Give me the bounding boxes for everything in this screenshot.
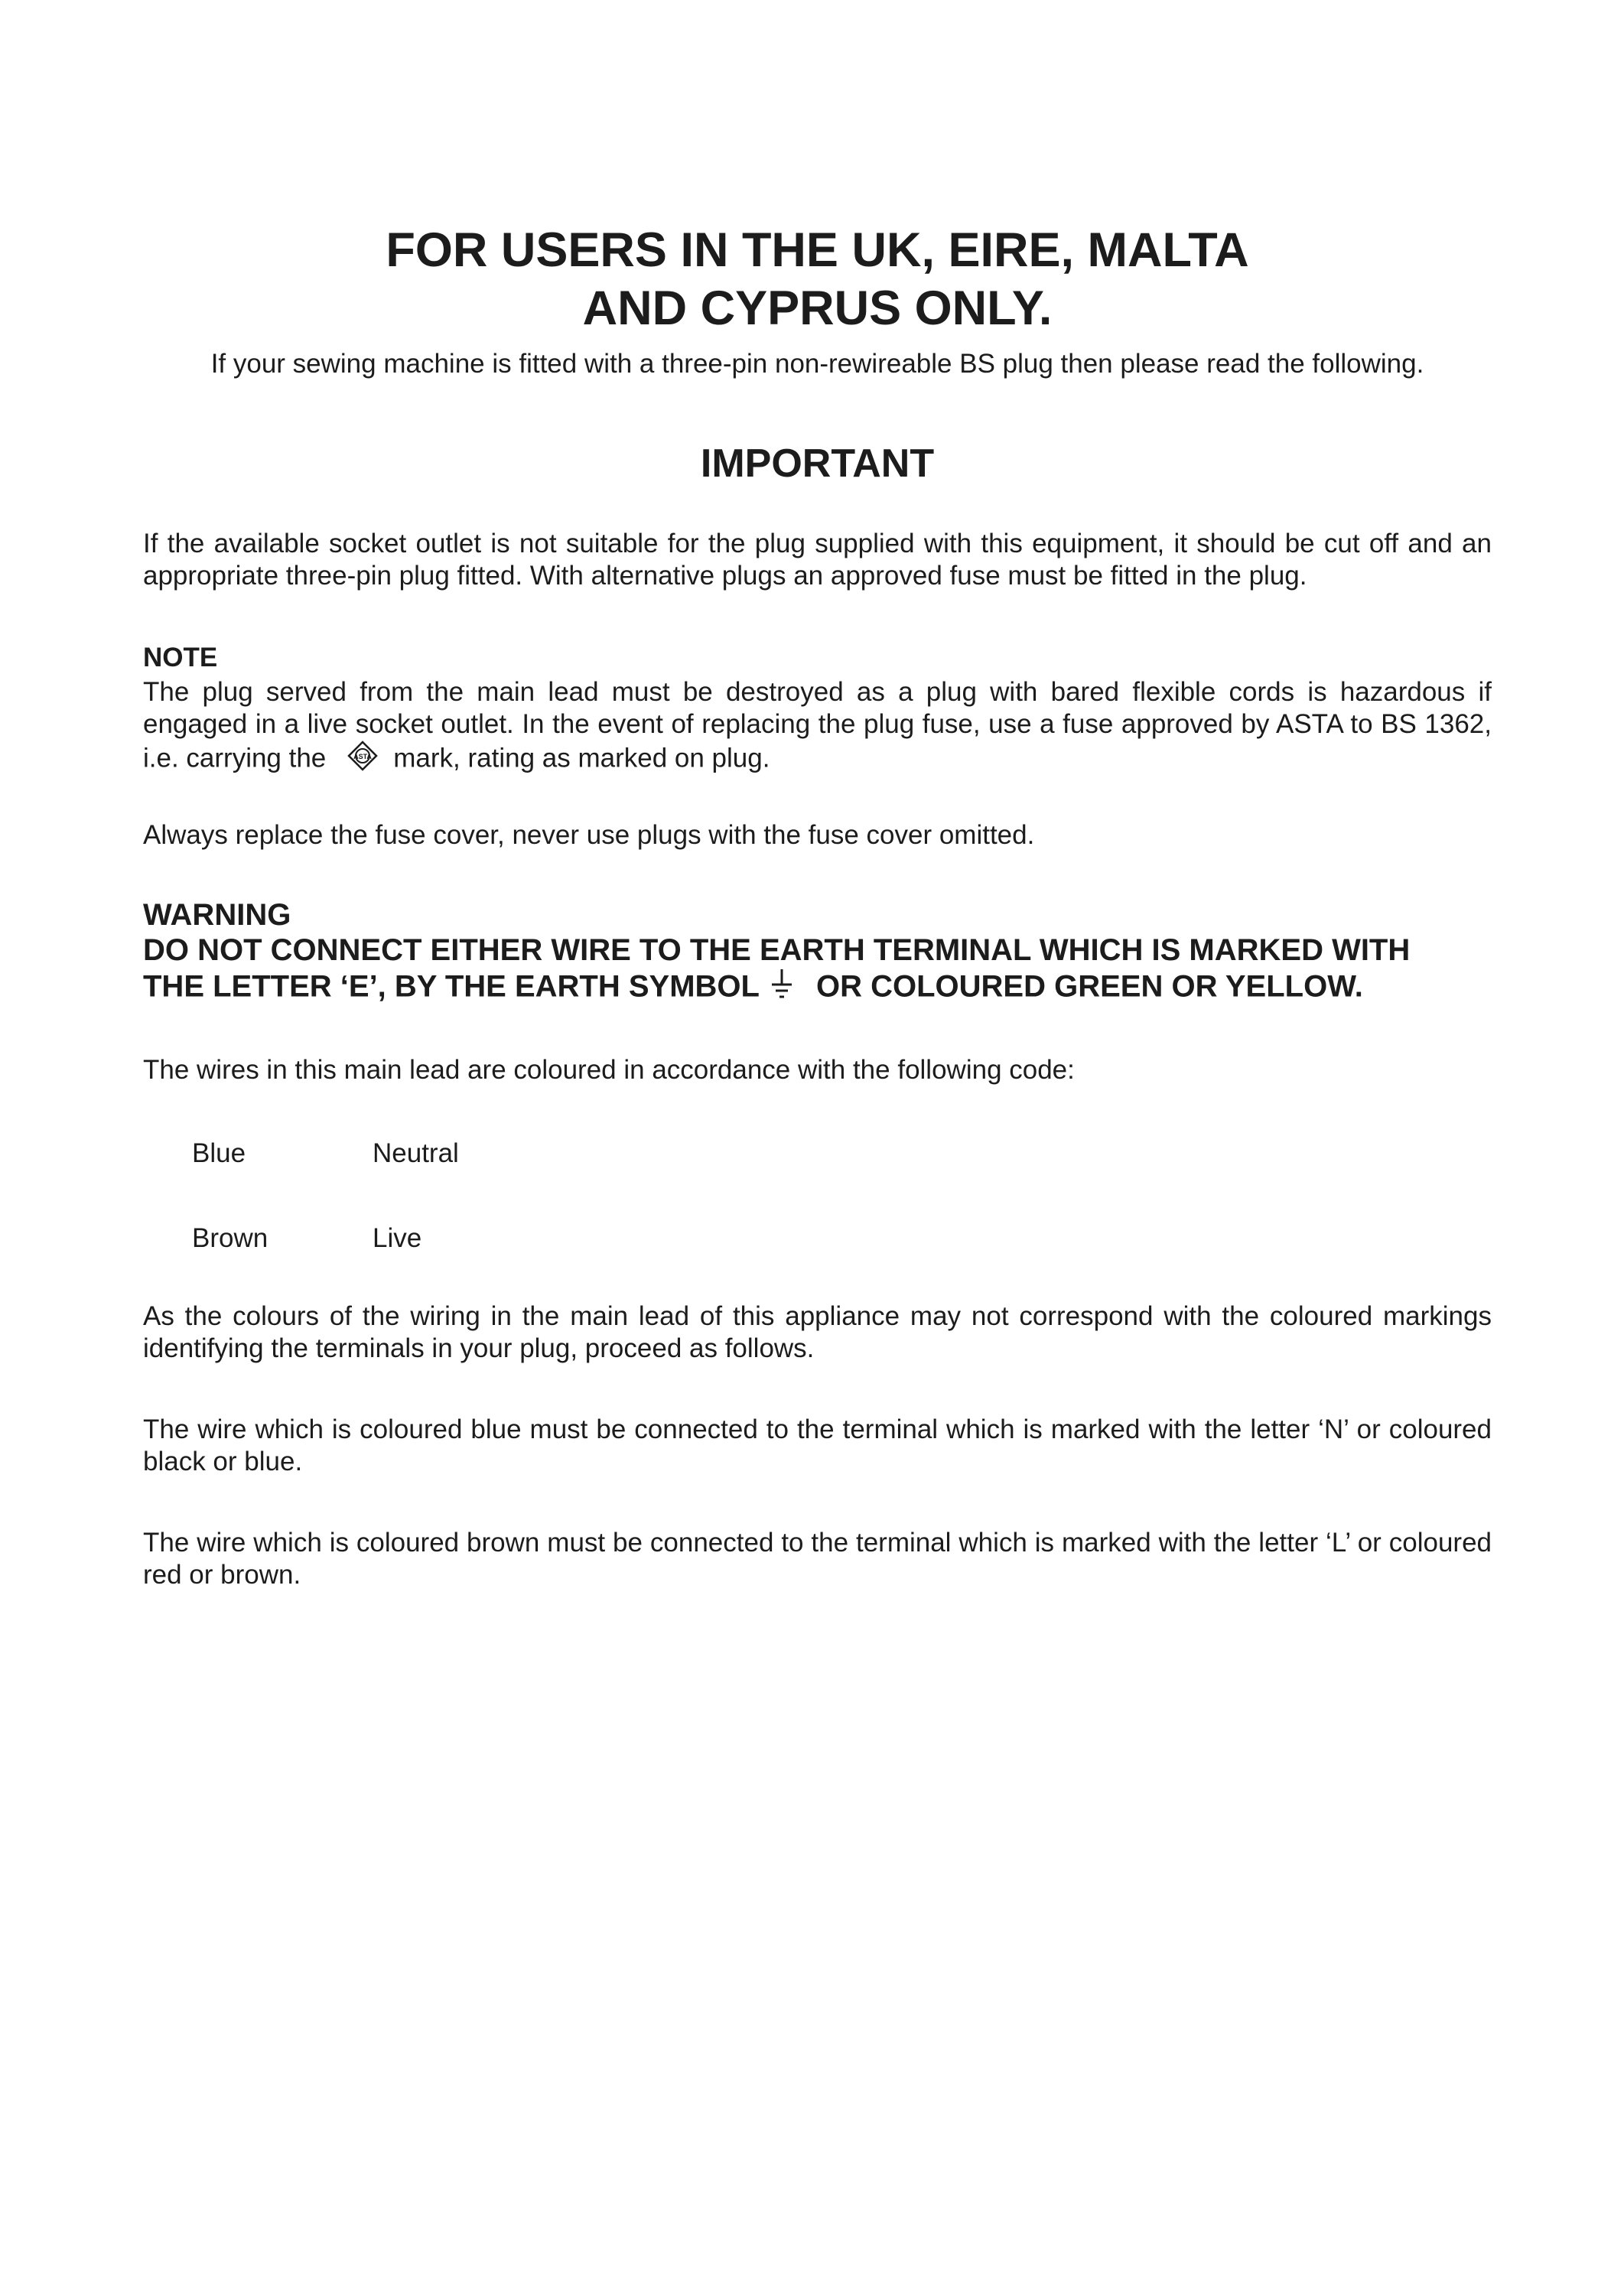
important-heading: IMPORTANT: [700, 441, 935, 486]
document-page: [143, 0, 1492, 2295]
earth-symbol-icon: [770, 968, 793, 1009]
wire-code-row-brown: [192, 1223, 421, 1254]
important-paragraph: If the available socket outlet is not suitable for the plug supplied with this equipment, it should be cut off and an appropriate three-pin plug fitted. With alternative plugs an approved fuse must be fitted in the plug.: [143, 529, 1492, 591]
asta-mark-icon: [347, 741, 378, 779]
warning-line-1: DO NOT CONNECT EITHER WIRE TO THE EARTH TERMINAL WHICH IS MARKED WITH: [143, 933, 1411, 967]
page-title-line-2: AND CYPRUS ONLY.: [582, 282, 1053, 335]
page-subtitle: If your sewing machine is fitted with a three-pin non-rewireable BS plug then please read the following.: [210, 349, 1424, 379]
colours-paragraph: As the colours of the wiring in the main lead of this appliance may not correspond with the coloured markings identifying the terminals in your plug, proceed as follows.: [143, 1301, 1492, 1363]
warning-line-2-before: THE LETTER ‘E’, BY THE EARTH SYMBOL: [143, 969, 760, 1004]
wire-code-row-blue: [192, 1138, 459, 1169]
wires-intro-paragraph: The wires in this main lead are coloured in accordance with the following code:: [143, 1055, 1075, 1085]
note-paragraph: [143, 676, 1492, 779]
warning-heading: WARNING: [143, 898, 291, 932]
wire-colour: Brown: [192, 1223, 268, 1253]
blue-wire-paragraph: The wire which is coloured blue must be connected to the terminal which is marked with the letter ‘N’ or coloured black or blue.: [143, 1414, 1492, 1476]
warning-line-2: [143, 968, 1492, 1009]
wire-meaning: Neutral: [373, 1138, 459, 1168]
wire-meaning: Live: [373, 1223, 422, 1253]
brown-wire-paragraph: The wire which is coloured brown must be connected to the terminal which is marked with the letter ‘L’ or coloured red or brown.: [143, 1528, 1492, 1590]
fuse-cover-paragraph: Always replace the fuse cover, never use plugs with the fuse cover omitted.: [143, 820, 1035, 850]
note-heading: NOTE: [143, 643, 218, 672]
warning-line-2-after: OR COLOURED GREEN OR YELLOW.: [815, 969, 1363, 1004]
wire-colour: Blue: [192, 1138, 246, 1168]
note-text-before: The plug served from the main lead must be destroyed as a plug with bared flexible cords is hazardous if engaged in a live socket outlet. In the event of replacing the plug fuse, use a fuse approved by ASTA to BS 1362, i.e. carrying the: [143, 677, 1492, 773]
page-title-line-1: FOR USERS IN THE UK, EIRE, MALTA: [386, 223, 1249, 277]
note-text-after: mark, rating as marked on plug.: [393, 743, 770, 773]
asta-mark-label: ASTA: [353, 753, 373, 760]
